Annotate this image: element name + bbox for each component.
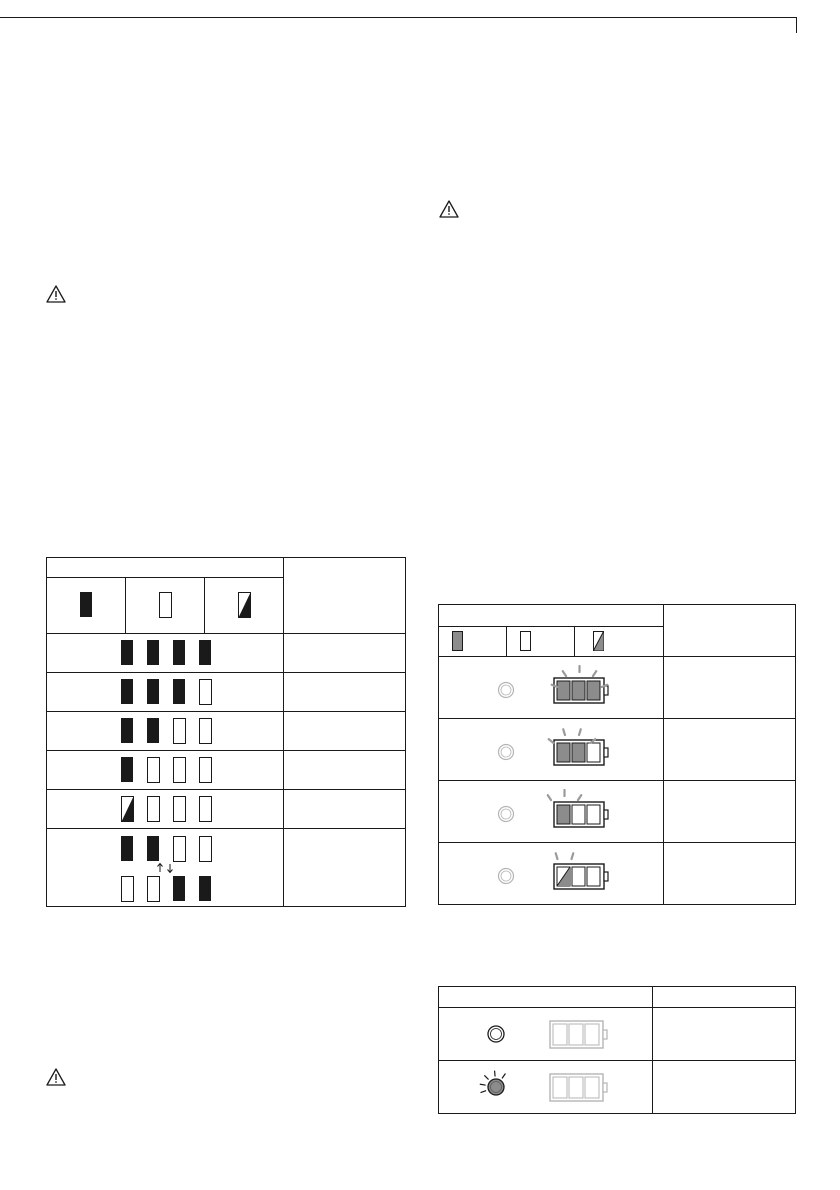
battery-segment	[572, 805, 585, 824]
legend-off	[507, 627, 575, 657]
battery-segment	[553, 1077, 567, 1098]
battery-segment	[569, 1024, 583, 1045]
battery-segment	[587, 743, 600, 762]
blink-ray	[563, 729, 565, 735]
battery-segment	[587, 681, 600, 700]
table-row	[439, 657, 796, 719]
lamp-on	[121, 718, 133, 743]
warning-triangle-icon	[46, 285, 66, 303]
table-row	[47, 673, 406, 712]
capacity-header	[664, 605, 796, 657]
battery-segment	[557, 743, 570, 762]
table-row	[47, 829, 406, 907]
blink-ray	[480, 1084, 485, 1085]
blink-ray	[548, 795, 551, 800]
battery-segment	[572, 743, 585, 762]
lamp-off	[122, 877, 134, 902]
battery-capacity-table	[438, 604, 796, 905]
indicator-header	[439, 605, 664, 627]
capacity-header	[284, 558, 406, 634]
lamp-on	[121, 640, 133, 665]
table-row	[439, 781, 796, 843]
arrow-up-icon	[158, 864, 163, 873]
table-row	[47, 634, 406, 673]
lamp-on	[147, 640, 159, 665]
indicator-header	[47, 558, 284, 578]
status-header	[653, 987, 796, 1008]
legend-off	[126, 578, 205, 634]
blink-ray	[549, 739, 554, 743]
blink-ray	[578, 795, 581, 800]
table-row	[439, 843, 796, 905]
lamp-off	[200, 680, 212, 705]
battery-segment	[553, 1024, 567, 1045]
lamp-on	[147, 718, 159, 743]
legend-on	[439, 627, 507, 657]
indicator-header	[439, 987, 653, 1008]
battery-segment	[572, 867, 585, 886]
legend-blinking	[205, 578, 284, 634]
lamp-on	[173, 679, 185, 704]
blink-ray	[485, 1076, 489, 1080]
lamp-off	[200, 758, 212, 783]
warning-triangle-icon	[46, 1068, 66, 1086]
legend-blinking	[575, 627, 664, 657]
lamp-indicator-table	[46, 557, 406, 907]
lamp-off	[148, 758, 160, 783]
lamp-on	[199, 876, 211, 901]
lamp-on	[173, 876, 185, 901]
lamp-off	[148, 797, 160, 822]
battery-segment	[585, 1024, 599, 1045]
table-row	[47, 790, 406, 829]
lamp-on	[121, 757, 133, 782]
header-rule	[0, 17, 796, 33]
lamp-off	[174, 719, 186, 744]
blink-ray	[572, 853, 574, 859]
lamp-off	[200, 797, 212, 822]
battery-segment	[557, 805, 570, 824]
lamp-off	[174, 758, 186, 783]
table-row	[47, 712, 406, 751]
arrow-down-icon	[168, 864, 173, 873]
battery-segment	[557, 681, 570, 700]
lamp-on	[147, 679, 159, 704]
lamp-on	[147, 836, 159, 861]
battery-segment	[569, 1077, 583, 1098]
lamp-on	[199, 640, 211, 665]
lamp-off	[174, 797, 186, 822]
battery-segment	[585, 1077, 599, 1098]
warning-triangle-icon	[439, 200, 459, 218]
battery-segment	[587, 867, 600, 886]
table-row	[439, 719, 796, 781]
table-row	[439, 1061, 796, 1114]
lamp-off	[174, 837, 186, 862]
blink-ray	[593, 671, 596, 676]
lamp-off	[200, 837, 212, 862]
blink-ray	[502, 1074, 505, 1078]
blink-ray	[481, 1091, 486, 1093]
lamp-on	[121, 836, 133, 861]
table-row	[47, 751, 406, 790]
blink-ray	[556, 853, 558, 859]
blink-ray	[579, 729, 581, 735]
legend-on	[47, 578, 126, 634]
lamp-off	[200, 719, 212, 744]
indicator-lamp-table	[438, 986, 796, 1114]
battery-segment	[587, 805, 600, 824]
lamp-off	[148, 877, 160, 902]
blink-ray	[563, 671, 566, 676]
table-row	[439, 1008, 796, 1061]
lamp-on	[121, 679, 133, 704]
battery-segment	[572, 681, 585, 700]
lamp-on	[173, 640, 185, 665]
